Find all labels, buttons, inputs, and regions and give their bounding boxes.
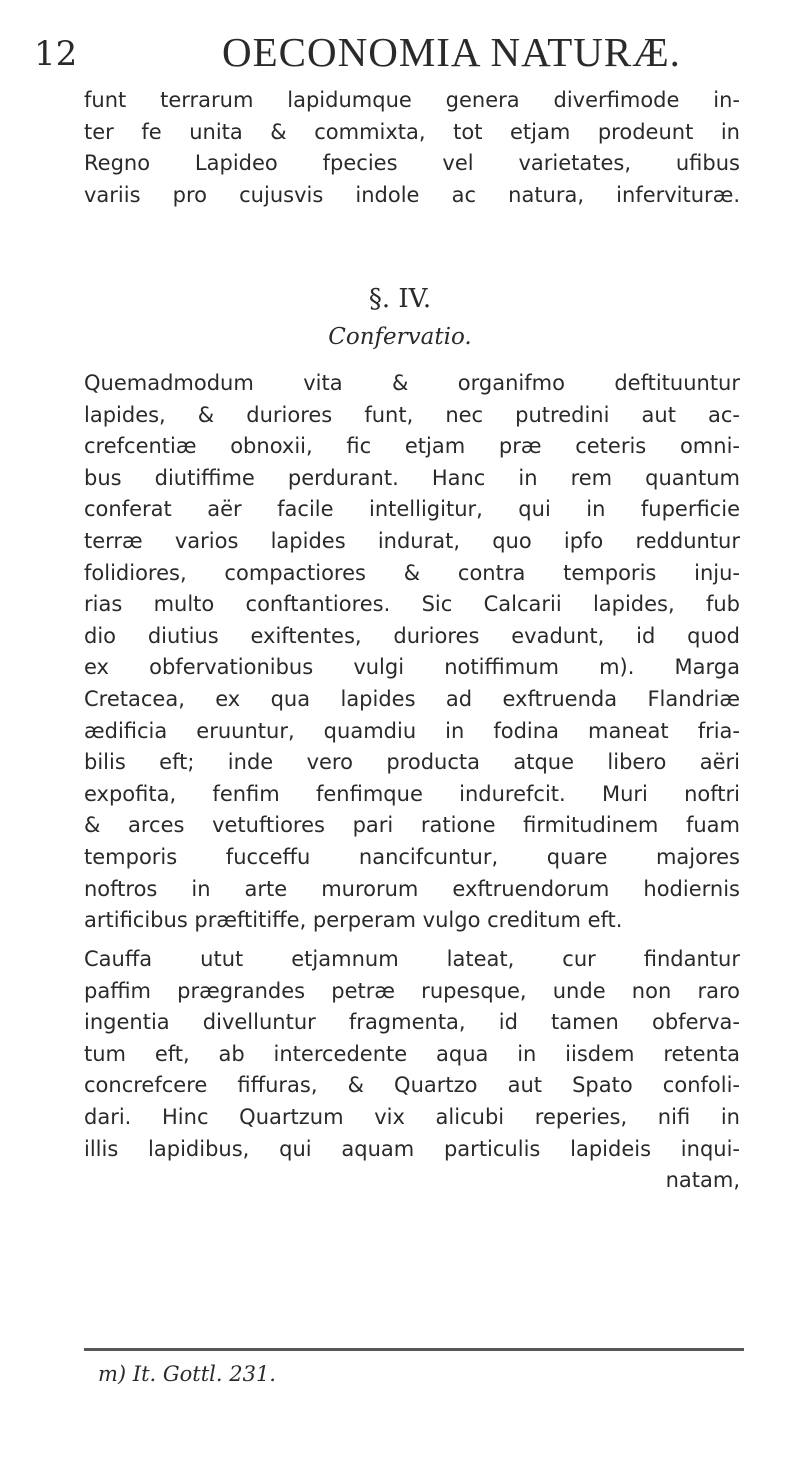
text-line: dio diutius exiftentes, duriores evadunt, id quod [84,623,740,648]
text-line: dari. Hinc Quartzum vix alicubi reperies, nifi in [84,1104,740,1129]
text-line: ter fe unita & commixta, tot etjam prodeunt in [84,119,740,144]
text-line: Quemadmodum vita & organifmo deftituuntur [84,371,740,395]
page-number: 12 [34,34,78,74]
text-line: Cauffa utut etjamnum lateat, cur findantur [84,947,740,971]
text-line: ædificia eruuntur, quamdiu in fodina maneat fria- [84,718,740,743]
text-line: temporis fucceffu nancifcuntur, quare majores [84,844,740,869]
text-line: artificibus præftitiffe, perperam vulgo creditum eft. [84,908,623,933]
text-line: variis pro cujusvis indole ac natura, infervituræ. [84,182,740,207]
footnote: m) It. Gottl. 231. [98,1362,276,1386]
text-line: conferat aër facile intelligitur, qui in fuperficie [84,497,740,522]
section-number: §. IV. [368,284,432,314]
text-line: ingentia divelluntur fragmenta, id tamen obferva- [84,1010,740,1035]
catchword: natam, [665,1168,740,1193]
text-line: Cretacea, ex qua lapides ad exftruenda Flandriæ [84,686,740,711]
running-title: OECONOMIA NATURÆ. [222,29,681,75]
text-line: lapides, & duriores funt, nec putredini aut ac- [84,402,740,427]
text-line: & arces vetuftiores pari ratione firmitudinem fuam [84,813,740,838]
text-line: bus diutiffime perdurant. Hanc in rem quantum [84,465,740,490]
footnote-rule [84,1348,744,1351]
text-line: rias multo conftantiores. Sic Calcarii lapides, fub [84,592,740,617]
text-line: paffim prægrandes petræ rupesque, unde non raro [84,978,740,1003]
text-line: crefcentiæ obnoxii, fic etjam præ ceteris omni- [84,434,740,459]
paragraph-1 [84,85,740,211]
text-line: folidiores, compactiores & contra temporis inju- [84,560,740,585]
text-line: illis lapidibus, qui aquam particulis lapideis inqui- [84,1136,740,1161]
text-line: expofita, fenfim fenfimque indurefcit. Muri noftri [84,781,740,806]
text-line: concrefcere fiffuras, & Quartzo aut Spato confoli- [84,1073,740,1098]
text-line: bilis eft; inde vero producta atque libero aëri [84,750,740,775]
text-line: terræ varios lapides indurat, quo ipfo redduntur [84,528,740,553]
section-title: Confervatio. [328,324,472,350]
paragraph-3 [84,944,740,1197]
running-head [34,22,754,82]
paragraph-2 [84,368,740,937]
text-line: ex obfervationibus vulgi notiffimum m). Marga [84,655,740,680]
text-line: funt terrarum lapidumque genera diverfimode in- [84,88,740,112]
text-line: Regno Lapideo fpecies vel varietates, ufibus [84,151,740,176]
text-line: noftros in arte murorum exftruendorum hodiernis [84,876,740,901]
text-line: tum eft, ab intercedente aqua in iisdem retenta [84,1041,740,1066]
